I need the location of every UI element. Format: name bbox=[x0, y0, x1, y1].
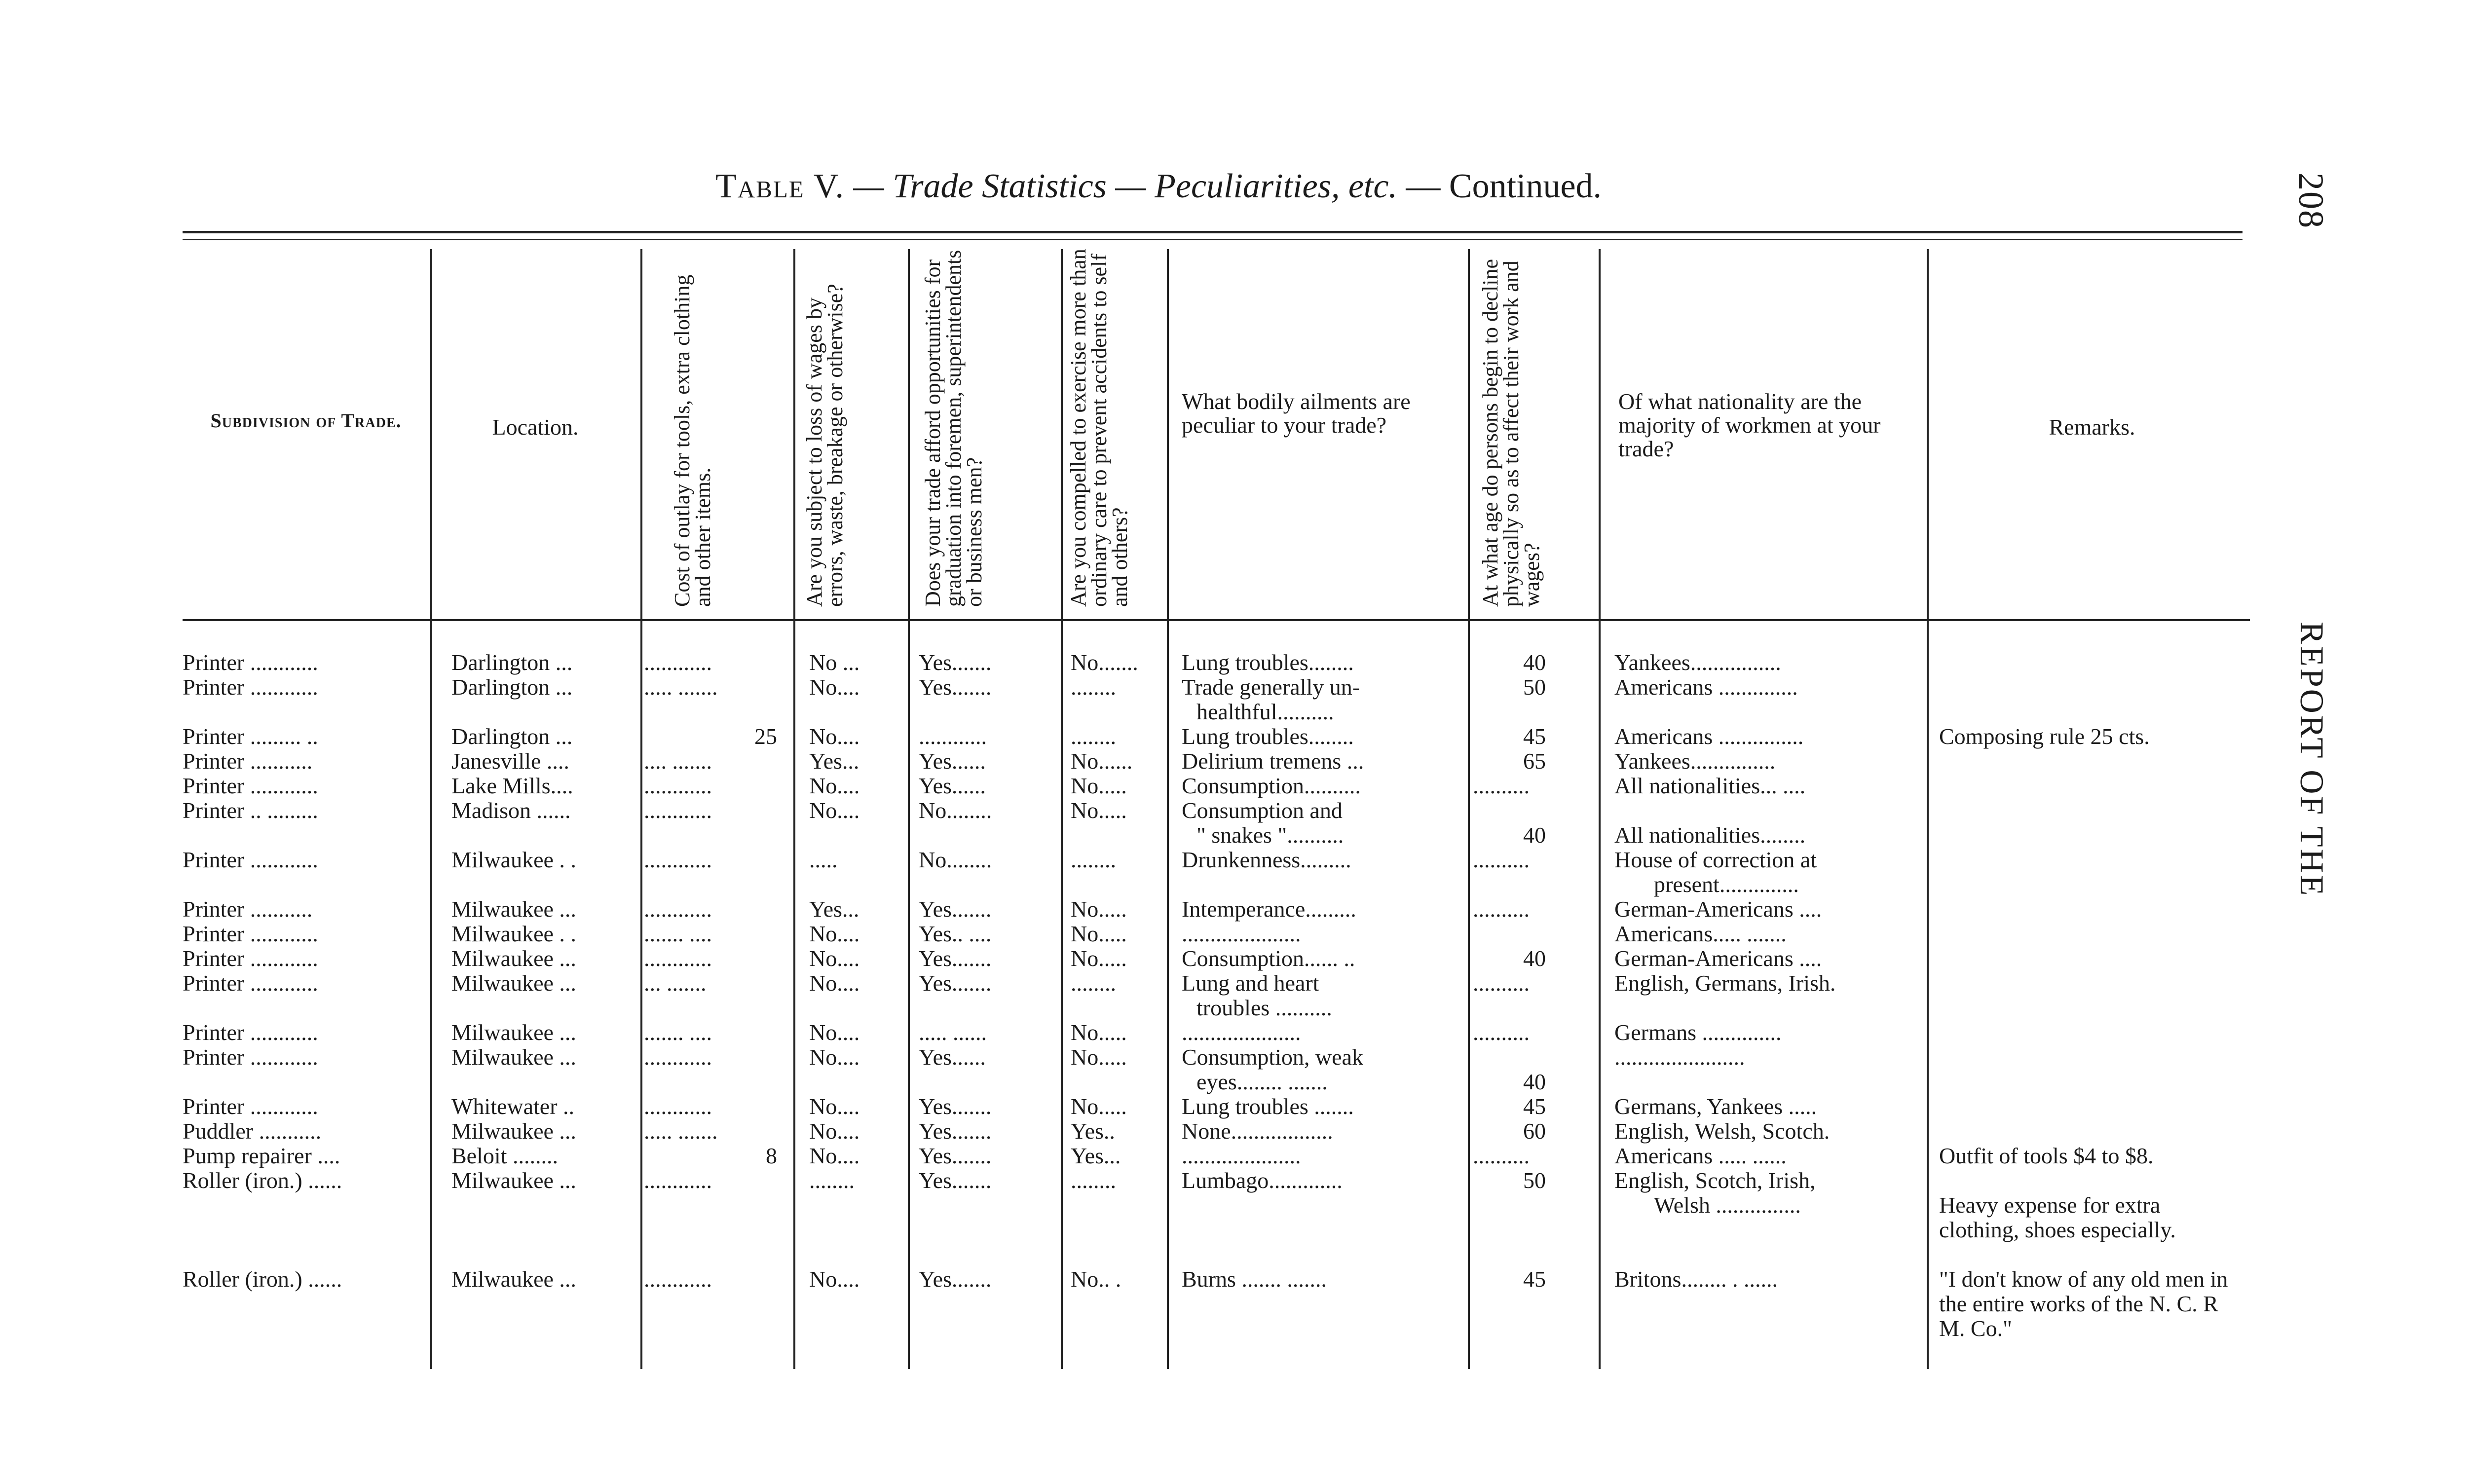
cell-nationality: Americans ............... bbox=[1614, 724, 1804, 749]
cell-ailment: ..................... bbox=[1182, 1020, 1301, 1045]
cell-ailment: ..................... bbox=[1182, 922, 1301, 946]
header-graduation: Does your trade afford opportunities for graduation into foremen, superintendents or business men? bbox=[921, 250, 986, 607]
cell-loss: No.... bbox=[809, 798, 860, 823]
col-divider bbox=[1468, 249, 1470, 1369]
cell-graduation: Yes....... bbox=[919, 675, 992, 700]
cell-location: Milwaukee ... bbox=[451, 971, 576, 996]
cell-ailment: troubles .......... bbox=[1196, 996, 1332, 1020]
cell-trade: Puddler ........... bbox=[183, 1119, 322, 1144]
cell-nationality: Germans, Yankees ..... bbox=[1614, 1094, 1817, 1119]
header-ailments: What bodily ailments are peculiar to your trade? bbox=[1182, 389, 1411, 438]
cell-trade: Printer ............ bbox=[183, 774, 318, 798]
cell-cost: ............ bbox=[644, 1045, 712, 1070]
cell-cost: ............ bbox=[644, 798, 712, 823]
header-decline-age: At what age do persons begin to decline physically so as to affect their work and wages? bbox=[1478, 259, 1544, 607]
cell-nationality: English, Welsh, Scotch. bbox=[1614, 1119, 1830, 1144]
cell-loss: No.... bbox=[809, 946, 860, 971]
cell-cost: ............ bbox=[644, 946, 712, 971]
cell-loss: No.... bbox=[809, 1045, 860, 1070]
cell-trade: Printer ........... bbox=[183, 897, 313, 922]
header-subdivision: Subdivision of Trade. bbox=[210, 409, 402, 432]
cell-nationality: English, Scotch, Irish, bbox=[1614, 1168, 1816, 1193]
cell-trade: Printer ............ bbox=[183, 946, 318, 971]
table-title bbox=[715, 167, 1602, 206]
cell-trade: Printer ............ bbox=[183, 971, 318, 996]
cell-trade: Printer ............ bbox=[183, 1020, 318, 1045]
cell-trade: Roller (iron.) ...... bbox=[183, 1168, 342, 1193]
cell-decline-age: 40 bbox=[1523, 650, 1546, 675]
cell-cost: ..... ....... bbox=[644, 1119, 718, 1144]
cell-graduation: Yes...... bbox=[919, 774, 986, 798]
cell-location: Milwaukee . . bbox=[451, 922, 576, 946]
cell-nationality: Americans .............. bbox=[1614, 675, 1798, 700]
cell-ailment: Consumption, weak bbox=[1182, 1045, 1363, 1070]
cell-nationality: Welsh ............... bbox=[1654, 1193, 1801, 1218]
col-divider bbox=[1927, 249, 1929, 1369]
cell-location: Lake Mills.... bbox=[451, 774, 573, 798]
cell-cost: ....... .... bbox=[644, 1020, 712, 1045]
cell-loss: No.... bbox=[809, 1267, 860, 1292]
cell-ailment: ..................... bbox=[1182, 1144, 1301, 1168]
cell-care: No..... bbox=[1071, 946, 1127, 971]
cell-nationality: Germans .............. bbox=[1614, 1020, 1782, 1045]
cell-location: Milwaukee ... bbox=[451, 1119, 576, 1144]
cell-graduation: Yes....... bbox=[919, 1119, 992, 1144]
cell-trade: Printer ........... bbox=[183, 749, 313, 774]
cell-ailment: Burns ....... ....... bbox=[1182, 1267, 1327, 1292]
cell-graduation: Yes....... bbox=[919, 946, 992, 971]
cell-nationality: ....................... bbox=[1614, 1045, 1745, 1070]
cell-decline-age: 40 bbox=[1523, 1070, 1546, 1094]
cell-ailment: eyes........ ....... bbox=[1196, 1070, 1328, 1094]
cell-ailment: Lumbago............. bbox=[1182, 1168, 1343, 1193]
col-divider bbox=[908, 249, 910, 1369]
cell-loss: No.... bbox=[809, 774, 860, 798]
cell-care: No..... bbox=[1071, 1094, 1127, 1119]
header-cost-outlay: Cost of outlay for tools, extra clothing and other items. bbox=[670, 274, 715, 607]
cell-care: No....... bbox=[1071, 650, 1138, 675]
cell-location: Madison ...... bbox=[451, 798, 571, 823]
cell-care: Yes... bbox=[1071, 1144, 1121, 1168]
cell-remark: Heavy expense for extra clothing, shoes especially. bbox=[1939, 1192, 2176, 1242]
cell-trade: Printer .. ......... bbox=[183, 798, 318, 823]
cell-location: Milwaukee ... bbox=[451, 1267, 576, 1292]
cell-nationality: Americans..... ....... bbox=[1614, 922, 1787, 946]
header-nationality: Of what nationality are the majority of workmen at your trade? bbox=[1618, 389, 1881, 461]
cell-loss: No.... bbox=[809, 724, 860, 749]
cell-care: No.. . bbox=[1071, 1267, 1121, 1292]
cell-care: No..... bbox=[1071, 922, 1127, 946]
cell-loss: Yes... bbox=[809, 897, 860, 922]
cell-decline-age: 40 bbox=[1523, 946, 1546, 971]
cell-location: Darlington ... bbox=[451, 650, 573, 675]
cell-ailment: Drunkenness......... bbox=[1182, 848, 1351, 872]
header-location: Location. bbox=[492, 414, 579, 440]
cell-graduation: Yes....... bbox=[919, 650, 992, 675]
cell-cost: ............ bbox=[644, 650, 712, 675]
cell-ailment: healthful.......... bbox=[1196, 700, 1334, 724]
cell-ailment: Intemperance......... bbox=[1182, 897, 1356, 922]
cell-nationality: All nationalities... .... bbox=[1614, 774, 1806, 798]
cell-trade: Printer ............ bbox=[183, 922, 318, 946]
cell-trade: Printer ......... .. bbox=[183, 724, 318, 749]
cell-decline-age: .......... bbox=[1473, 1020, 1530, 1045]
cell-nationality: present.............. bbox=[1654, 872, 1799, 897]
cell-loss: No.... bbox=[809, 922, 860, 946]
cell-graduation: Yes....... bbox=[919, 897, 992, 922]
cell-location: Milwaukee ... bbox=[451, 1045, 576, 1070]
cell-trade: Roller (iron.) ...... bbox=[183, 1267, 342, 1292]
header-loss-of-wages: Are you subject to loss of wages by errors, waste, breakage or otherwise? bbox=[802, 284, 847, 607]
cell-trade: Printer ............ bbox=[183, 1045, 318, 1070]
cell-cost: ..... ....... bbox=[644, 675, 718, 700]
cell-loss: No.... bbox=[809, 1144, 860, 1168]
cell-care: ........ bbox=[1071, 675, 1116, 700]
cell-cost: ............ bbox=[644, 1267, 712, 1292]
cell-trade: Printer ............ bbox=[183, 1094, 318, 1119]
header-care: Are you compelled to exercise more than ordinary care to prevent accidents to self and others? bbox=[1066, 249, 1132, 607]
cell-decline-age: 45 bbox=[1523, 1094, 1546, 1119]
cell-location: Milwaukee ... bbox=[451, 1020, 576, 1045]
cell-care: No..... bbox=[1071, 774, 1127, 798]
cell-cost: ............ bbox=[644, 1094, 712, 1119]
cell-care: No...... bbox=[1071, 749, 1133, 774]
cell-remark: "I don't know of any old men in the entire works of the N. C. R M. Co." bbox=[1939, 1266, 2228, 1341]
cell-nationality: House of correction at bbox=[1614, 848, 1817, 872]
cell-graduation: Yes...... bbox=[919, 1045, 986, 1070]
cell-decline-age: .......... bbox=[1473, 774, 1530, 798]
header-remarks: Remarks. bbox=[2049, 414, 2135, 440]
cell-trade: Pump repairer .... bbox=[183, 1144, 340, 1168]
cell-care: ........ bbox=[1071, 724, 1116, 749]
cell-decline-age: 45 bbox=[1523, 1267, 1546, 1292]
cell-care: ........ bbox=[1071, 1168, 1116, 1193]
cell-location: Beloit ........ bbox=[451, 1144, 558, 1168]
cell-graduation: Yes...... bbox=[919, 749, 986, 774]
col-divider bbox=[1167, 249, 1169, 1369]
cell-ailment: Consumption and bbox=[1182, 798, 1343, 823]
cell-graduation: Yes....... bbox=[919, 1094, 992, 1119]
cell-location: Milwaukee ... bbox=[451, 946, 576, 971]
cell-location: Whitewater .. bbox=[451, 1094, 575, 1119]
cell-cost: ............ bbox=[644, 774, 712, 798]
cell-ailment: Consumption...... .. bbox=[1182, 946, 1355, 971]
cell-graduation: ............ bbox=[919, 724, 987, 749]
cell-ailment: Trade generally un- bbox=[1182, 675, 1360, 700]
cell-loss: No.... bbox=[809, 1094, 860, 1119]
cell-ailment: Delirium tremens ... bbox=[1182, 749, 1364, 774]
cell-decline-age: .......... bbox=[1473, 848, 1530, 872]
cell-location: Darlington ... bbox=[451, 724, 573, 749]
cell-cost: 25 bbox=[754, 724, 777, 749]
cell-loss: No.... bbox=[809, 1119, 860, 1144]
cell-care: No..... bbox=[1071, 1020, 1127, 1045]
cell-graduation: Yes....... bbox=[919, 1144, 992, 1168]
col-divider bbox=[1599, 249, 1601, 1369]
cell-trade: Printer ............ bbox=[183, 675, 318, 700]
cell-trade: Printer ............ bbox=[183, 650, 318, 675]
cell-cost: ............ bbox=[644, 1168, 712, 1193]
cell-care: ........ bbox=[1071, 971, 1116, 996]
table-number: Table V. bbox=[715, 167, 845, 205]
cell-cost: ... ....... bbox=[644, 971, 707, 996]
cell-care: No..... bbox=[1071, 897, 1127, 922]
cell-graduation: Yes....... bbox=[919, 1267, 992, 1292]
cell-graduation: Yes....... bbox=[919, 1168, 992, 1193]
cell-cost: ....... .... bbox=[644, 922, 712, 946]
col-divider bbox=[430, 249, 432, 1369]
top-rule-1 bbox=[183, 231, 2243, 233]
cell-remark: Composing rule 25 cts. bbox=[1939, 724, 2150, 749]
cell-graduation: Yes.. .... bbox=[919, 922, 992, 946]
cell-decline-age: 50 bbox=[1523, 1168, 1546, 1193]
cell-loss: ........ bbox=[809, 1168, 855, 1193]
cell-loss: No.... bbox=[809, 1020, 860, 1045]
cell-nationality: German-Americans .... bbox=[1614, 897, 1822, 922]
cell-decline-age: .......... bbox=[1473, 1144, 1530, 1168]
cell-loss: No.... bbox=[809, 675, 860, 700]
cell-nationality: Yankees............... bbox=[1614, 749, 1776, 774]
cell-decline-age: 50 bbox=[1523, 675, 1546, 700]
running-head: REPORT OF THE bbox=[2293, 622, 2331, 898]
table-title-continued: — Continued. bbox=[1406, 167, 1602, 205]
page-number: 208 bbox=[2291, 173, 2331, 229]
cell-loss: No ... bbox=[809, 650, 860, 675]
cell-remark: Outfit of tools $4 to $8. bbox=[1939, 1143, 2154, 1168]
cell-ailment: Lung and heart bbox=[1182, 971, 1319, 996]
cell-decline-age: 65 bbox=[1523, 749, 1546, 774]
cell-graduation: No........ bbox=[919, 848, 992, 872]
cell-care: No..... bbox=[1071, 798, 1127, 823]
cell-ailment: " snakes ".......... bbox=[1196, 823, 1344, 848]
cell-decline-age: 60 bbox=[1523, 1119, 1546, 1144]
cell-ailment: None.................. bbox=[1182, 1119, 1333, 1144]
cell-location: Milwaukee . . bbox=[451, 848, 576, 872]
cell-trade: Printer ............ bbox=[183, 848, 318, 872]
cell-nationality: All nationalities........ bbox=[1614, 823, 1806, 848]
cell-care: ........ bbox=[1071, 848, 1116, 872]
cell-decline-age: .......... bbox=[1473, 971, 1530, 996]
col-divider bbox=[793, 249, 795, 1369]
cell-graduation: No........ bbox=[919, 798, 992, 823]
cell-loss: ..... bbox=[809, 848, 838, 872]
col-divider bbox=[1061, 249, 1063, 1369]
cell-nationality: Americans ..... ...... bbox=[1614, 1144, 1787, 1168]
col-divider bbox=[640, 249, 642, 1369]
cell-care: Yes.. bbox=[1071, 1119, 1115, 1144]
header-rule bbox=[183, 619, 2250, 621]
cell-cost: .... ....... bbox=[644, 749, 712, 774]
cell-location: Milwaukee ... bbox=[451, 1168, 576, 1193]
cell-ailment: Lung troubles........ bbox=[1182, 650, 1354, 675]
cell-decline-age: .......... bbox=[1473, 897, 1530, 922]
cell-ailment: Consumption.......... bbox=[1182, 774, 1361, 798]
cell-ailment: Lung troubles........ bbox=[1182, 724, 1354, 749]
cell-nationality: English, Germans, Irish. bbox=[1614, 971, 1836, 996]
cell-location: Darlington ... bbox=[451, 675, 573, 700]
cell-cost: ............ bbox=[644, 848, 712, 872]
cell-nationality: Yankees................ bbox=[1614, 650, 1781, 675]
cell-nationality: German-Americans .... bbox=[1614, 946, 1822, 971]
cell-graduation: ..... ...... bbox=[919, 1020, 987, 1045]
cell-nationality: Britons........ . ...... bbox=[1614, 1267, 1778, 1292]
cell-cost: 8 bbox=[766, 1144, 777, 1168]
cell-care: No..... bbox=[1071, 1045, 1127, 1070]
cell-decline-age: 45 bbox=[1523, 724, 1546, 749]
cell-ailment: Lung troubles ....... bbox=[1182, 1094, 1354, 1119]
cell-loss: Yes... bbox=[809, 749, 860, 774]
cell-location: Janesville .... bbox=[451, 749, 569, 774]
cell-location: Milwaukee ... bbox=[451, 897, 576, 922]
table-title-italic: — Trade Statistics — Peculiarities, etc. bbox=[853, 167, 1397, 205]
top-rule-2 bbox=[183, 239, 2243, 240]
cell-graduation: Yes....... bbox=[919, 971, 992, 996]
cell-loss: No.... bbox=[809, 971, 860, 996]
cell-cost: ............ bbox=[644, 897, 712, 922]
cell-decline-age: 40 bbox=[1523, 823, 1546, 848]
